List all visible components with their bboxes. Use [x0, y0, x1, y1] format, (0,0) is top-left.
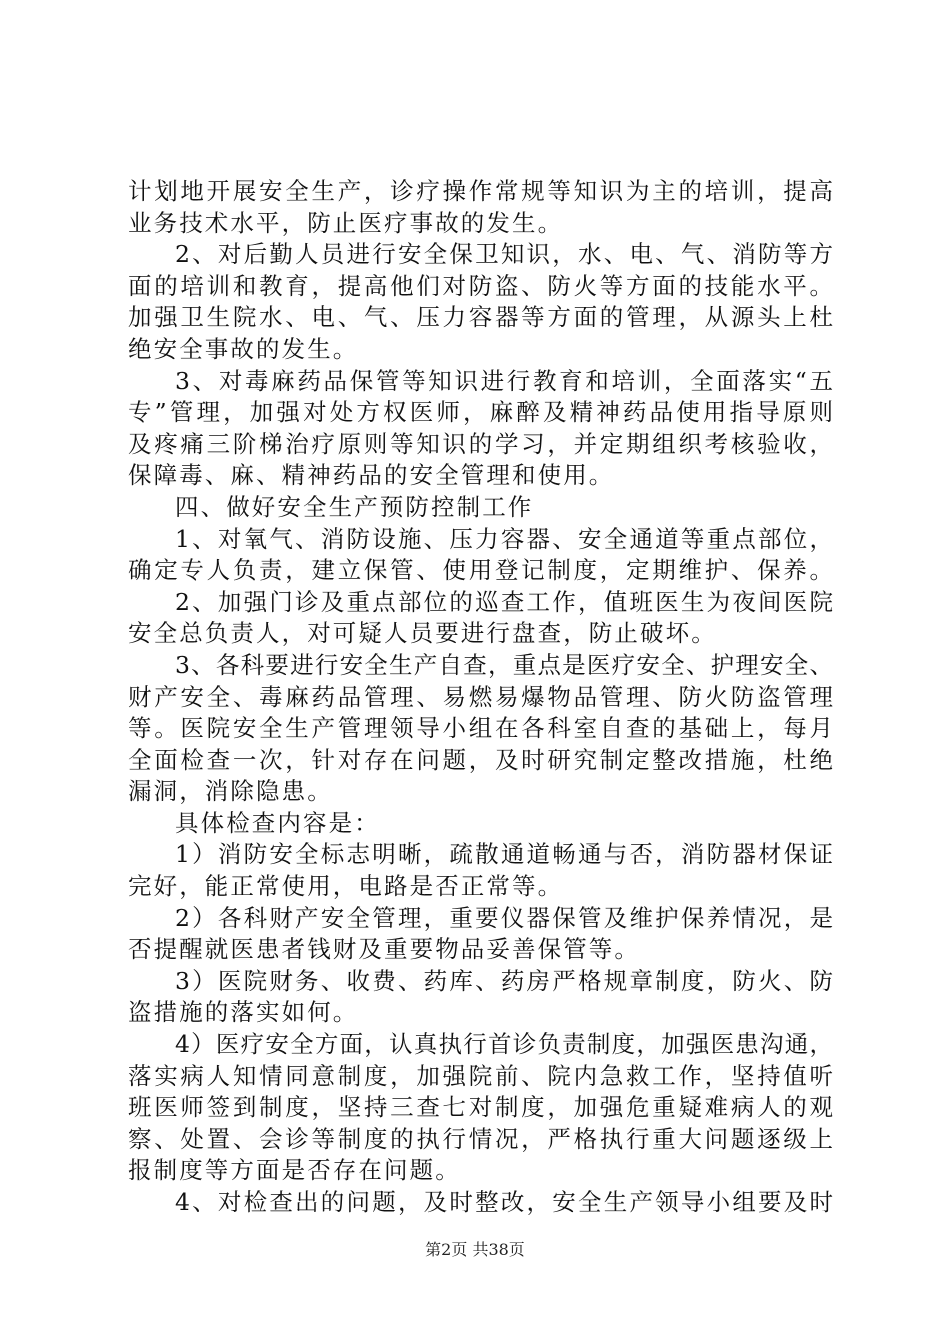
text-line: 3）医院财务、收费、药库、药房严格规章制度，防火、防 [175, 966, 833, 995]
text-line: 3、对毒麻药品保管等知识进行教育和培训，全面落实“五 [175, 366, 833, 395]
text-line: 四、做好安全生产预防控制工作 [175, 492, 534, 521]
text-line: 财产安全、毒麻药品管理、易燃易爆物品管理、防火防盗管理 [128, 682, 833, 711]
text-line: 面的培训和教育，提高他们对防盗、防火等方面的技能水平。 [128, 271, 833, 300]
text-line: 及疼痛三阶梯治疗原则等知识的学习，并定期组织考核验收， [128, 429, 833, 458]
text-line: 保障毒、麻、精神药品的安全管理和使用。 [128, 461, 615, 490]
text-line: 安全总负责人，对可疑人员要进行盘查，防止破坏。 [128, 619, 717, 648]
text-line: 报制度等方面是否存在问题。 [128, 1156, 461, 1185]
text-line: 加强卫生院水、电、气、压力容器等方面的管理，从源头上杜 [128, 303, 833, 332]
text-line: 4）医疗安全方面，认真执行首诊负责制度，加强医患沟通， [175, 1030, 833, 1059]
text-line: 落实病人知情同意制度，加强院前、院内急救工作，坚持值听 [128, 1061, 833, 1090]
text-line: 2）各科财产安全管理，重要仪器保管及维护保养情况，是 [175, 903, 833, 932]
text-line: 2、加强门诊及重点部位的巡查工作，值班医生为夜间医院 [175, 587, 833, 616]
text-line: 2、对后勤人员进行安全保卫知识，水、电、气、消防等方 [175, 240, 833, 269]
text-line: 漏洞，消除隐患。 [128, 777, 333, 806]
text-line: 3、各科要进行安全生产自查，重点是医疗安全、护理安全、 [175, 650, 833, 679]
text-line: 等。医院安全生产管理领导小组在各科室自查的基础上，每月 [128, 714, 833, 743]
text-line: 绝安全事故的发生。 [128, 334, 359, 363]
document-body [128, 176, 833, 1219]
text-line: 察、处置、会诊等制度的执行情况，严格执行重大问题逐级上 [128, 1124, 833, 1153]
text-line: 班医师签到制度，坚持三查七对制度，加强危重疑难病人的观 [128, 1093, 833, 1122]
text-line: 业务技术水平，防止医疗事故的发生。 [128, 208, 564, 237]
text-line: 具体检查内容是： [175, 808, 380, 837]
text-line: 确定专人负责，建立保管、使用登记制度，定期维护、保养。 [128, 556, 833, 585]
text-line: 完好，能正常使用，电路是否正常等。 [128, 872, 564, 901]
text-line: 1、对氧气、消防设施、压力容器、安全通道等重点部位， [175, 524, 833, 553]
text-line: 盗措施的落实如何。 [128, 998, 359, 1027]
page-footer: 第2页 共38页 [425, 1240, 525, 1259]
text-line: 全面检查一次，针对存在问题，及时研究制定整改措施，杜绝 [128, 745, 833, 774]
text-line: 4、对检查出的问题，及时整改，安全生产领导小组要及时 [175, 1188, 833, 1216]
text-line: 否提醒就医患者钱财及重要物品妥善保管等。 [128, 935, 640, 964]
text-line: 计划地开展安全生产，诊疗操作常规等知识为主的培训，提高 [128, 177, 833, 205]
text-line: 1）消防安全标志明晰，疏散通道畅通与否，消防器材保证 [175, 840, 833, 869]
text-line: 专”管理，加强对处方权医师，麻醉及精神药品使用指导原则 [128, 398, 833, 427]
